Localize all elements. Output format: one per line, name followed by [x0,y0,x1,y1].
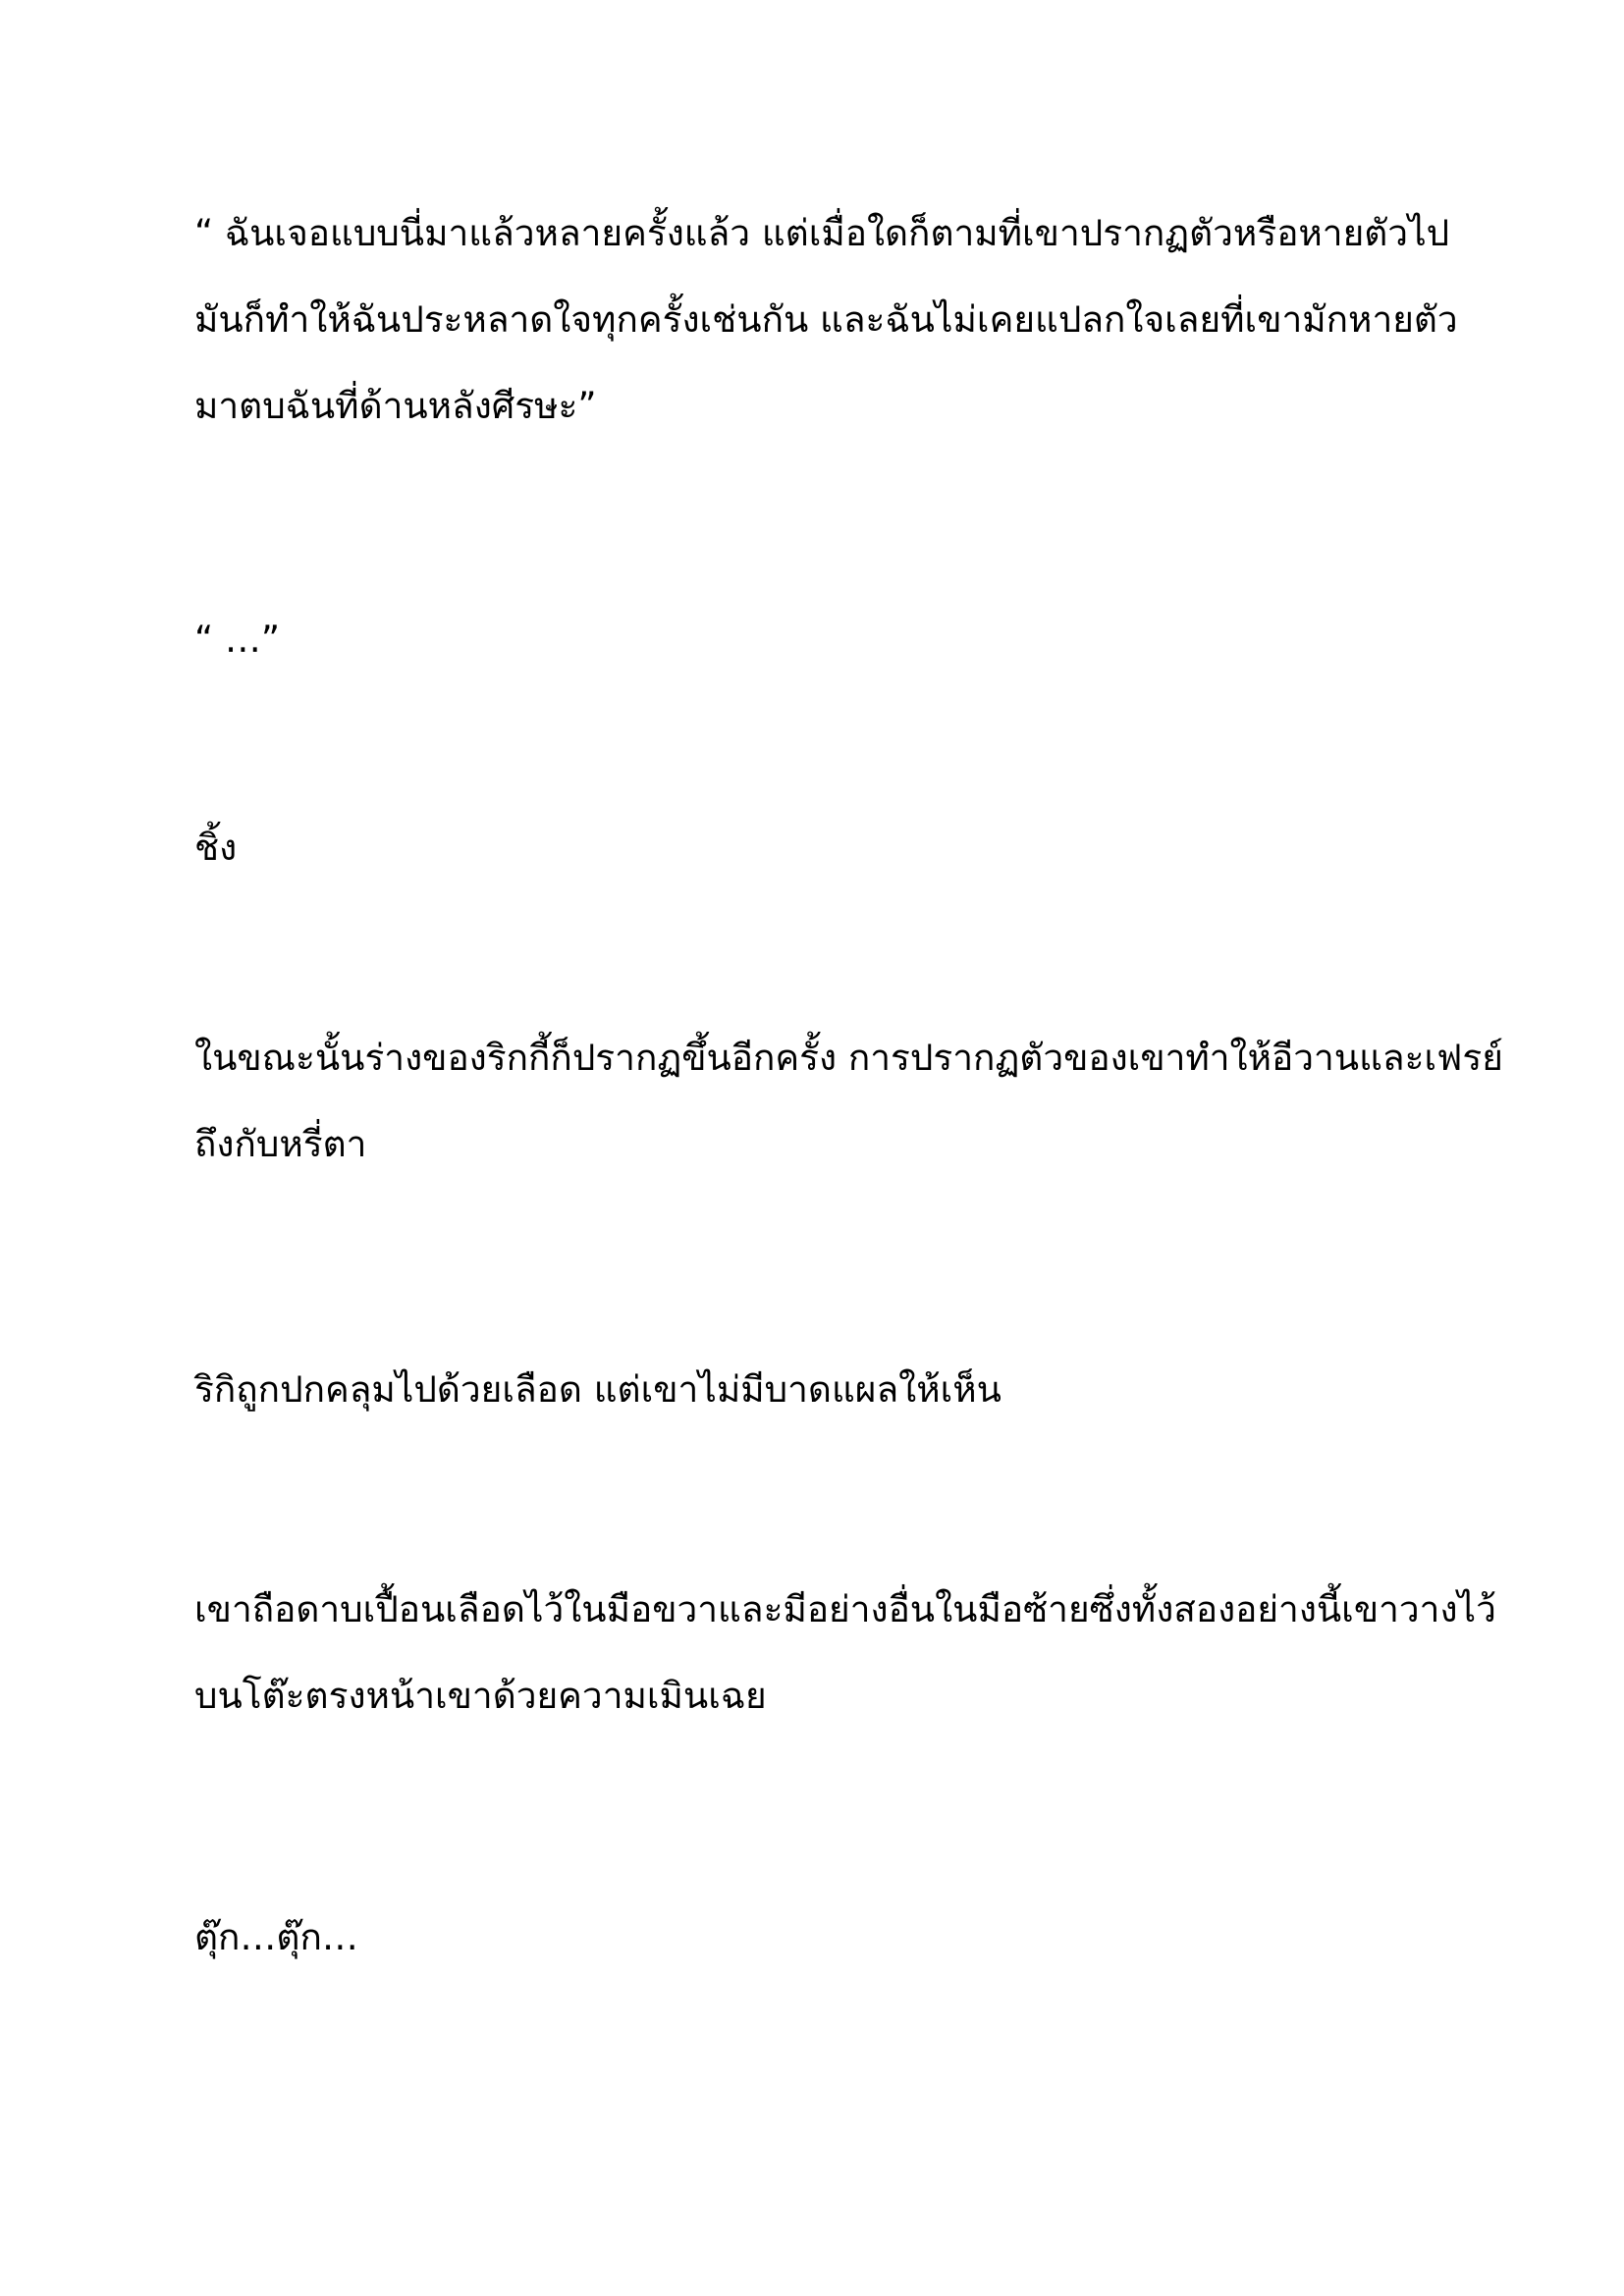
text-line: ริกิถูกปกคลุมไปด้วยเลือด แต่เขาไม่มีบาดแผลให้เห็น [194,1368,1001,1411]
paragraph-holding-sword [194,1567,1496,1739]
text-line: ในขณะนั้นร่างของริกกี้ก็ปรากฏขึ้นอีกครั้ง การปรากฏตัวของเขาทำให้อีวานและเฟรย์ [194,1037,1503,1079]
paragraph-sound-effect [194,805,1441,891]
text-line: ถึงกับหรี่ตา [194,1123,367,1165]
text-line: “ ฉันเจอแบบนี่มาแล้วหลายครั้งแล้ว แต่เมื่อใดก็ตามที่เขาปรากฏตัวหรือหายตัวไป [194,212,1450,254]
paragraph-sound-effect-thud [194,1895,1441,1981]
paragraph-quote-riki-appearance [194,190,1458,450]
text-line: “ …” [194,618,281,661]
text-line: บนโต๊ะตรงหน้าเขาด้วยความเมินเฉย [194,1675,767,1717]
paragraph-riki-reappears [194,1015,1503,1188]
text-line: ตุ๊ก…ตุ๊ก… [194,1916,358,1958]
text-line: มาตบฉันที่ด้านหลังศีรษะ” [194,385,597,427]
paragraph-ellipsis-quote [194,597,1441,683]
text-line: ชิ้ง [194,827,238,869]
paragraph-covered-in-blood [194,1347,1441,1433]
text-line: เขาถือดาบเปื้อนเลือดไว้ในมือขวาและมีอย่างอื่นในมือซ้ายซึ่งทั้งสองอย่างนี้เขาวางไว้ [194,1588,1496,1630]
text-line: มันก็ทำให้ฉันประหลาดใจทุกครั้งเช่นกัน และฉันไม่เคยแปลกใจเลยที่เขามักหายตัว [194,298,1458,341]
